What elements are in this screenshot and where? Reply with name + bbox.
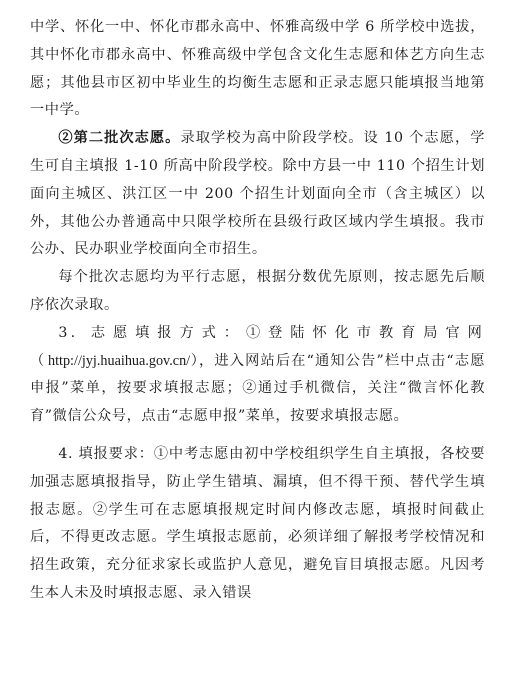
section-heading-second-batch: ②第二批次志愿。 <box>58 130 181 147</box>
paragraph-text: ①中考志愿由初中学校组织学生自主填报，各校要加强志愿填报指导，防止学生错填、漏填，但不得干预、替代学生填报志愿。②学生可在志愿填报规定时间内修改志愿，填报时间截止后，不得更改志愿。学生填报志愿前，必须详细了解报考学校情况和招生政策，充分征求家长或监护人意见，避免盲目填报志愿。凡因考生本人未及时填报志愿、录入错误 <box>30 445 485 601</box>
section-heading-filling-requirements: 4. 填报要求： <box>58 445 154 462</box>
paragraph-filling-method <box>30 320 485 431</box>
paragraph-text: 每个批次志愿均为平行志愿，根据分数优先原则，按志愿先后顺序依次录取。 <box>30 269 485 313</box>
section-heading-filling-method: 3. 志愿填报方式： <box>58 324 246 341</box>
paragraph-text: 录取学校为高中阶段学校。设 10 个志愿，学生可自主填报 1-10 所高中阶段学校。除中方县一中 110 个招生计划面向主城区、洪江区一中 200 个招生计划面向全市（含主城区）以外，其他公办普通高中只限学校所在县级行政区域内学生填报。我市公办、民办职业学校面向全市招生。 <box>30 130 485 258</box>
paragraph-text: 中学、怀化一中、怀化市郡永高中、怀雅高级中学 6 所学校中选拔，其中怀化市郡永高中、怀雅高级中学包含文化生志愿和体艺方向生志愿；其他县市区初中毕业生的均衡生志愿和正录志愿只能填报当地第一中学。 <box>30 19 485 119</box>
paragraph-filling-requirements <box>30 441 485 608</box>
paragraph-text: ），进入网站后在“通知公告”栏中点击“志愿申报”菜单，按要求填报志愿；②通过手机微信，关注“微言怀化教育”微信公众号，点击“志愿申报”菜单，按要求填报志愿。 <box>30 352 486 425</box>
paragraph-second-batch <box>30 125 485 264</box>
paragraph-parallel-volunteer <box>30 264 485 320</box>
paragraph-text: ①登陆怀化市教育局官网（ <box>30 324 486 369</box>
paragraph-first-batch-continued <box>30 14 485 125</box>
website-url: http://jyj.huaihua.gov.cn/ <box>47 352 191 369</box>
